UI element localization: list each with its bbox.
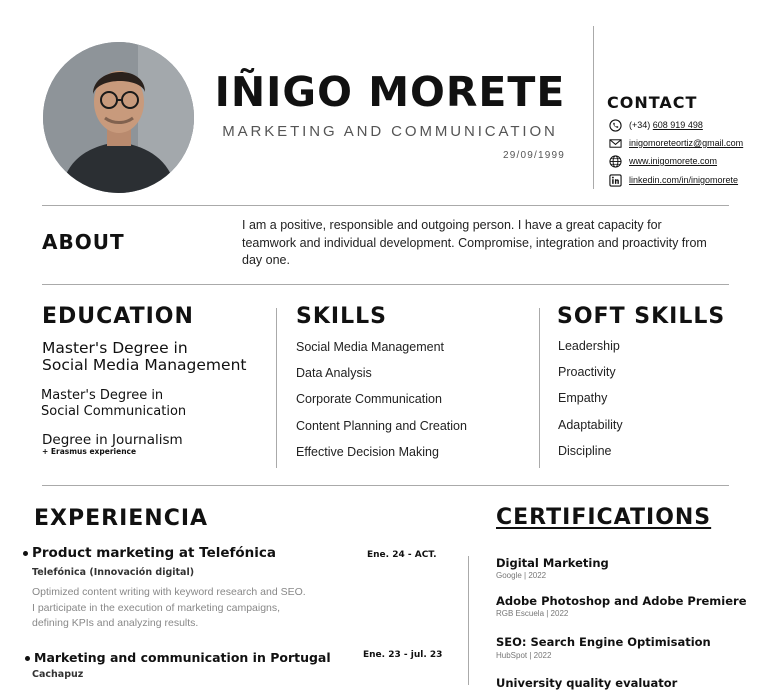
divider — [42, 485, 729, 486]
education-line: Degree in Journalism — [42, 432, 183, 448]
about-title: ABOUT — [42, 230, 125, 254]
description-line: Optimized content writing with keyword research and SEO. — [32, 586, 306, 598]
education-title: EDUCATION — [42, 304, 194, 329]
candidate-name: IÑIGO MORETE — [214, 68, 566, 116]
experience-title: EXPERIENCIA — [34, 506, 209, 531]
education-item — [42, 340, 246, 374]
description-line: I participate in the execution of marketing campaigns, — [32, 601, 281, 614]
education-line: Social Communication — [41, 404, 187, 419]
skill-item: Effective Decision Making — [296, 445, 439, 459]
column-divider — [468, 556, 469, 685]
contact-phone[interactable] — [609, 118, 703, 132]
skill-item: Content Planning and Creation — [296, 419, 467, 433]
soft-skill-item: Leadership — [558, 339, 620, 353]
website-link[interactable]: www.inigomorete.com — [629, 156, 718, 166]
experience-item-company: Cachapuz — [32, 669, 84, 680]
contact-website[interactable] — [609, 154, 717, 168]
globe-icon — [609, 155, 622, 168]
certification-name: Digital Marketing — [496, 556, 609, 570]
skill-item: Social Media Management — [296, 340, 444, 354]
bullet-icon — [25, 656, 30, 661]
soft-skills-title: SOFT SKILLS — [557, 304, 726, 329]
skills-title: SKILLS — [296, 304, 387, 329]
certification-source: HubSpot | 2022 — [496, 651, 552, 660]
education-note: + Erasmus experience — [42, 447, 137, 456]
experience-item-title: Marketing and communication in Portugal — [34, 650, 331, 665]
linkedin-link[interactable]: linkedin.com/in/inigomorete — [629, 175, 739, 185]
header-divider — [593, 26, 594, 189]
education-item — [41, 388, 186, 420]
description-line: defining KPIs and analyzing results. — [32, 617, 199, 629]
contact-linkedin[interactable] — [609, 173, 738, 187]
about-text: I am a positive, responsible and outgoing person. I have a great capacity for teamwork and individual development. Compromise, integration and proactivity from day one. — [242, 218, 707, 267]
experience-item-description — [32, 585, 332, 632]
divider — [42, 205, 729, 206]
profile-photo — [43, 42, 194, 193]
experience-item-company: Telefónica (Innovación digital) — [32, 567, 195, 578]
soft-skill-item: Proactivity — [558, 365, 616, 379]
phone-prefix: (+34) — [629, 120, 651, 130]
certification-name: Adobe Photoshop and Adobe Premiere — [496, 594, 747, 608]
phone-icon — [609, 119, 622, 132]
envelope-icon — [609, 137, 622, 150]
experience-item-title: Product marketing at Telefónica — [32, 545, 277, 561]
certifications-title: CERTIFICATIONS — [496, 505, 712, 530]
soft-skill-item: Discipline — [558, 444, 612, 458]
column-divider — [539, 308, 540, 468]
education-line: Master's Degree in — [41, 388, 164, 403]
certification-name: SEO: Search Engine Optimisation — [496, 635, 711, 649]
experience-item-date: Ene. 23 - jul. 23 — [363, 650, 443, 660]
soft-skill-item: Empathy — [558, 391, 608, 405]
linkedin-icon — [609, 174, 622, 187]
education-line: Social Media Management — [42, 356, 247, 374]
certification-name: University quality evaluator — [496, 676, 678, 690]
phone-number[interactable]: 608 919 498 — [652, 120, 703, 130]
birth-date: 29/09/1999 — [502, 150, 565, 161]
candidate-role: MARKETING AND COMMUNICATION — [222, 123, 558, 140]
certification-source: RGB Escuela | 2022 — [496, 609, 569, 618]
skill-item: Corporate Communication — [296, 392, 442, 406]
certification-source: Google | 2022 — [496, 571, 547, 580]
contact-email[interactable] — [609, 136, 743, 150]
contact-title: CONTACT — [607, 93, 698, 112]
divider — [42, 284, 729, 285]
skill-item: Data Analysis — [296, 366, 372, 380]
bullet-icon — [23, 551, 28, 556]
email-link[interactable]: inigomoreteortiz@gmail.com — [629, 138, 744, 148]
soft-skill-item: Adaptability — [558, 418, 623, 432]
experience-item-date: Ene. 24 - ACT. — [367, 550, 437, 560]
column-divider — [276, 308, 277, 468]
education-line: Master's Degree in — [42, 339, 188, 357]
